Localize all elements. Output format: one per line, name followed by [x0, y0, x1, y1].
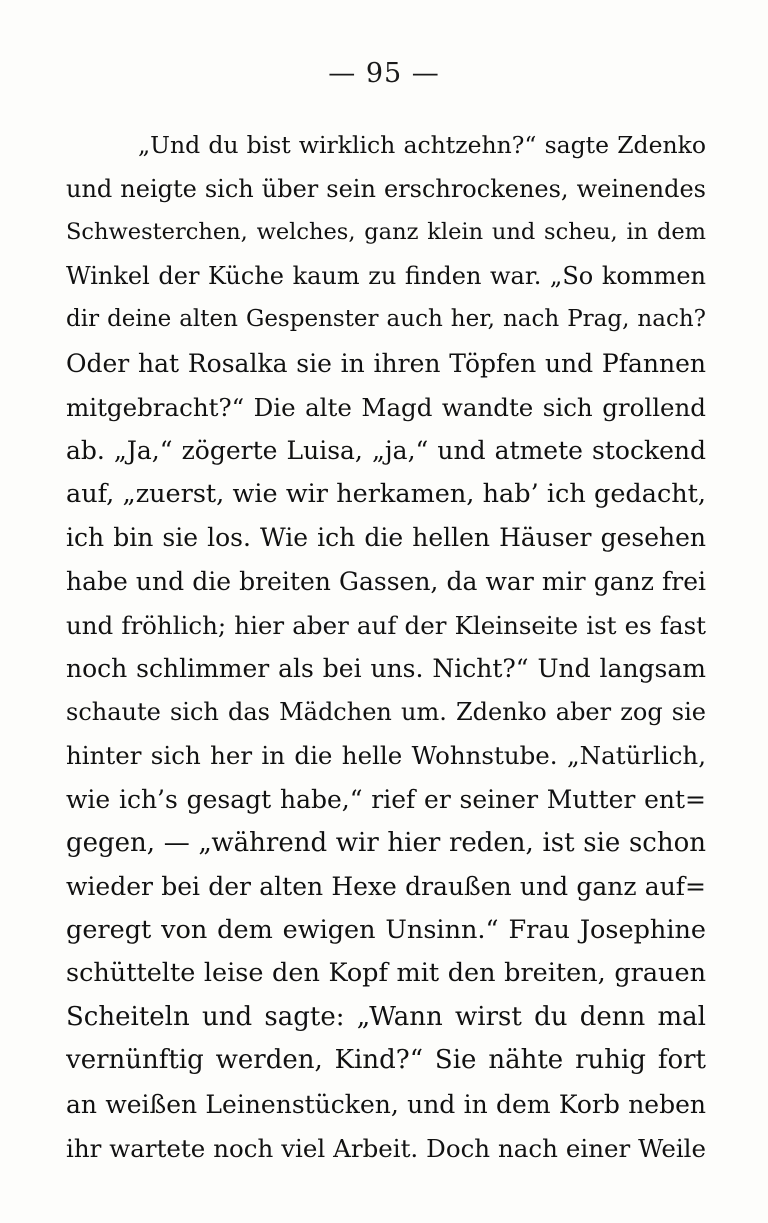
- text-line: vernünftig werden, Kind?“ Sie nähte ruhig fort: [66, 1045, 706, 1076]
- page-number: — 95 —: [328, 58, 440, 89]
- text-line: an weißen Leinenstücken, und in dem Korb neben: [66, 1090, 706, 1120]
- text-line: Oder hat Rosalka sie in ihren Töpfen und Pfannen: [66, 348, 706, 378]
- text-line: dir deine alten Gespenster auch her, nach Prag, nach?: [66, 306, 706, 333]
- text-line: schaute sich das Mädchen um. Zdenko aber zog sie: [66, 697, 706, 726]
- text-line: noch schlimmer als bei uns. Nicht?“ Und langsam: [66, 654, 706, 684]
- text-line: und neigte sich über sein erschrockenes, weinendes: [66, 174, 706, 203]
- text-line: ab. „Ja,“ zögerte Luisa, „ja,“ und atmete stockend: [66, 436, 706, 466]
- text-line: ich bin sie los. Wie ich die hellen Häuser gesehen: [66, 523, 706, 553]
- text-line: gegen, — „während wir hier reden, ist sie schon: [66, 827, 706, 858]
- text-line: auf, „zuerst, wie wir herkamen, hab’ ich gedacht,: [66, 478, 706, 509]
- text-line: schüttelte leise den Kopf mit den breiten, grauen: [66, 958, 706, 989]
- text-line: wieder bei der alten Hexe draußen und ganz auf=: [66, 872, 706, 902]
- text-line: „Und du bist wirklich achtzehn?“ sagte Zdenko: [138, 131, 706, 159]
- text-line: Scheiteln und sagte: „Wann wirst du denn mal: [66, 1001, 706, 1032]
- text-line: ihr wartete noch viel Arbeit. Doch nach einer Weile: [66, 1133, 706, 1163]
- text-line: habe und die breiten Gassen, da war mir ganz frei: [66, 566, 706, 596]
- text-line: und fröhlich; hier aber auf der Kleinseite ist es fast: [66, 610, 706, 640]
- text-line: mitgebracht?“ Die alte Magd wandte sich grollend: [66, 392, 706, 422]
- text-line: Schwesterchen, welches, ganz klein und scheu, in dem: [66, 219, 706, 246]
- text-line: hinter sich her in die helle Wohnstube. „Natürlich,: [66, 741, 706, 771]
- text-line: geregt von dem ewigen Unsinn.“ Frau Josephine: [66, 914, 706, 945]
- text-line: Winkel der Küche kaum zu finden war. „So kommen: [66, 261, 706, 290]
- text-line: wie ich’s gesagt habe,“ rief er seiner Mutter ent=: [66, 784, 706, 814]
- body-text: [66, 124, 706, 1170]
